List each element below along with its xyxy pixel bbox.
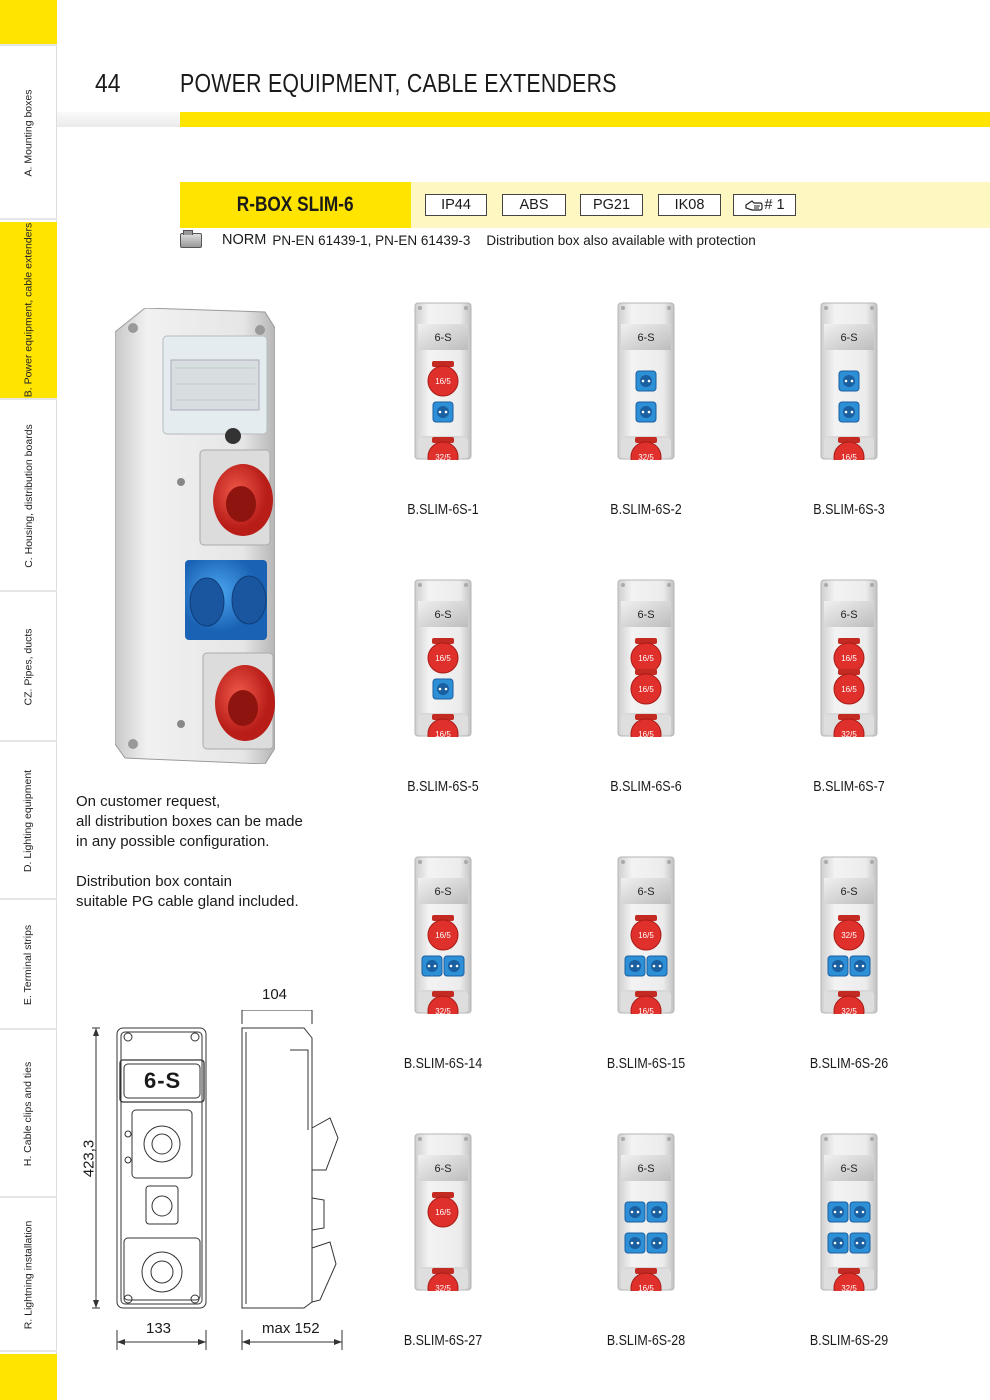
- socket-rating: 16/5: [435, 654, 451, 663]
- socket-rating: 16/5: [638, 1284, 654, 1291]
- note-line: suitable PG cable gland included.: [76, 893, 299, 910]
- socket-rating: 32/5: [841, 1007, 857, 1014]
- variant-thumbnail: [820, 579, 878, 737]
- variant-code: B.SLIM-6S-29: [809, 1333, 889, 1349]
- socket-rating: 16/5: [841, 685, 857, 694]
- sidebar-tab-label: D. Lighting equipment: [22, 769, 35, 873]
- variant-panel-label: 6-S: [840, 1163, 858, 1175]
- variant-thumbnail: [617, 1133, 675, 1291]
- sidebar-tab-label: E. Terminal strips: [22, 924, 35, 1006]
- header-rule: [57, 112, 990, 127]
- variant-panel-label: 6-S: [840, 609, 858, 621]
- socket-rating: 32/5: [435, 453, 451, 460]
- variant-thumbnail: [414, 579, 472, 737]
- variant-panel-label: 6-S: [434, 332, 452, 344]
- socket-rating: 16/5: [841, 654, 857, 663]
- note-line: all distribution boxes can be made: [76, 813, 303, 830]
- variant-thumbnail: [820, 856, 878, 1014]
- sidebar-tab-label: B. Power equipment, cable extenders: [22, 222, 35, 398]
- note-line: Distribution box contain: [76, 873, 232, 890]
- spec-ip-rating: IP44: [425, 194, 487, 216]
- socket-rating: 32/5: [841, 730, 857, 737]
- variant-code: B.SLIM-6S-27: [403, 1333, 483, 1349]
- variant-panel-label: 6-S: [434, 609, 452, 621]
- variant-thumbnail: [414, 302, 472, 460]
- sidebar-tab-label: R. Lightning installation: [22, 1220, 35, 1330]
- sidebar-tab-pipes[interactable]: [0, 594, 57, 742]
- socket-rating: 16/5: [638, 654, 654, 663]
- socket-rating: 16/5: [435, 1208, 451, 1217]
- product-photo: [115, 308, 275, 764]
- variant-panel-label: 6-S: [637, 332, 655, 344]
- sidebar-tab-label: C. Housing, distribution boards: [22, 424, 35, 568]
- variant-panel-label: 6-S: [840, 332, 858, 344]
- protection-note: Distribution box also available with protection: [486, 232, 756, 248]
- dimension-height: 423,3: [80, 1139, 98, 1178]
- sidebar-tab-cable-clips[interactable]: [0, 1032, 57, 1198]
- sidebar: [0, 0, 57, 1400]
- variant-thumbnail: [414, 1133, 472, 1291]
- socket-rating: 16/5: [435, 377, 451, 386]
- sidebar-top-marker: [0, 0, 57, 46]
- page-number: 44: [95, 68, 121, 98]
- socket-rating: 16/5: [638, 685, 654, 694]
- header-rule-shade: [57, 112, 180, 127]
- variant-code: B.SLIM-6S-5: [407, 779, 479, 795]
- technical-drawing: [80, 1010, 350, 1355]
- sidebar-tab-power-equipment[interactable]: [0, 222, 57, 400]
- variant-code: B.SLIM-6S-3: [813, 502, 885, 518]
- variant-thumbnail: [414, 856, 472, 1014]
- page-title: POWER EQUIPMENT, CABLE EXTENDERS: [180, 68, 617, 98]
- dimension-width: 133: [146, 1320, 172, 1337]
- variant-code: B.SLIM-6S-7: [813, 779, 885, 795]
- socket-rating: 32/5: [638, 453, 654, 460]
- sidebar-tab-lighting[interactable]: [0, 744, 57, 900]
- sidebar-tab-terminal-strips[interactable]: [0, 902, 57, 1030]
- sidebar-tab-label: A. Mounting boxes: [22, 89, 35, 177]
- norm-row: [180, 232, 756, 248]
- variant-panel-label: 6-S: [637, 609, 655, 621]
- dimension-max-depth: max 152: [262, 1320, 320, 1337]
- dimension-depth: 104: [262, 986, 288, 1003]
- spec-impact: IK08: [658, 194, 721, 216]
- spec-package: [733, 194, 796, 216]
- variant-code: B.SLIM-6S-2: [610, 502, 682, 518]
- variant-code: B.SLIM-6S-1: [407, 502, 479, 518]
- variant-code: B.SLIM-6S-28: [606, 1333, 686, 1349]
- socket-rating: 32/5: [435, 1007, 451, 1014]
- sidebar-tab-lightning[interactable]: [0, 1200, 57, 1352]
- variant-thumbnail: [617, 579, 675, 737]
- variant-code: B.SLIM-6S-6: [610, 779, 682, 795]
- sidebar-tab-housing[interactable]: [0, 402, 57, 592]
- variant-panel-label: 6-S: [434, 1163, 452, 1175]
- sidebar-tab-mounting-boxes[interactable]: [0, 48, 57, 220]
- variant-thumbnail: [617, 302, 675, 460]
- variant-code: B.SLIM-6S-26: [809, 1056, 889, 1072]
- spec-gland: PG21: [580, 194, 643, 216]
- norm-text: PN-EN 61439-1, PN-EN 61439-3: [272, 232, 471, 248]
- variant-code: B.SLIM-6S-15: [606, 1056, 686, 1072]
- variant-thumbnail: [820, 302, 878, 460]
- drawing-front-label: 6-S: [144, 1068, 182, 1093]
- socket-rating: 16/5: [638, 931, 654, 940]
- note-line: in any possible configuration.: [76, 833, 270, 850]
- variant-panel-label: 6-S: [840, 886, 858, 898]
- note-line: On customer request,: [76, 793, 221, 810]
- product-name: [180, 182, 411, 228]
- socket-rating: 16/5: [638, 1007, 654, 1014]
- note-customer-request: [76, 792, 303, 852]
- sidebar-tab-label: H. Cable clips and ties: [22, 1061, 35, 1167]
- variant-panel-label: 6-S: [434, 886, 452, 898]
- spec-material: ABS: [502, 194, 566, 216]
- socket-rating: 32/5: [435, 1284, 451, 1291]
- hand-icon: [744, 198, 764, 212]
- norm-label: NORM: [222, 232, 267, 248]
- sidebar-tab-label: CZ. Pipes, ducts: [22, 628, 35, 706]
- socket-rating: 16/5: [841, 453, 857, 460]
- variant-panel-label: 6-S: [637, 886, 655, 898]
- spec-package-text: # 1: [764, 197, 785, 213]
- variant-code: B.SLIM-6S-14: [403, 1056, 483, 1072]
- folder-icon: [180, 233, 202, 248]
- product-name-text: R-BOX SLIM-6: [237, 193, 354, 216]
- socket-rating: 16/5: [638, 730, 654, 737]
- variant-panel-label: 6-S: [637, 1163, 655, 1175]
- variant-thumbnail: [820, 1133, 878, 1291]
- sidebar-bottom-marker: [0, 1354, 57, 1400]
- socket-rating: 32/5: [841, 1284, 857, 1291]
- socket-rating: 16/5: [435, 730, 451, 737]
- variant-thumbnail: [617, 856, 675, 1014]
- socket-rating: 32/5: [841, 931, 857, 940]
- socket-rating: 16/5: [435, 931, 451, 940]
- note-cable-gland: [76, 872, 299, 912]
